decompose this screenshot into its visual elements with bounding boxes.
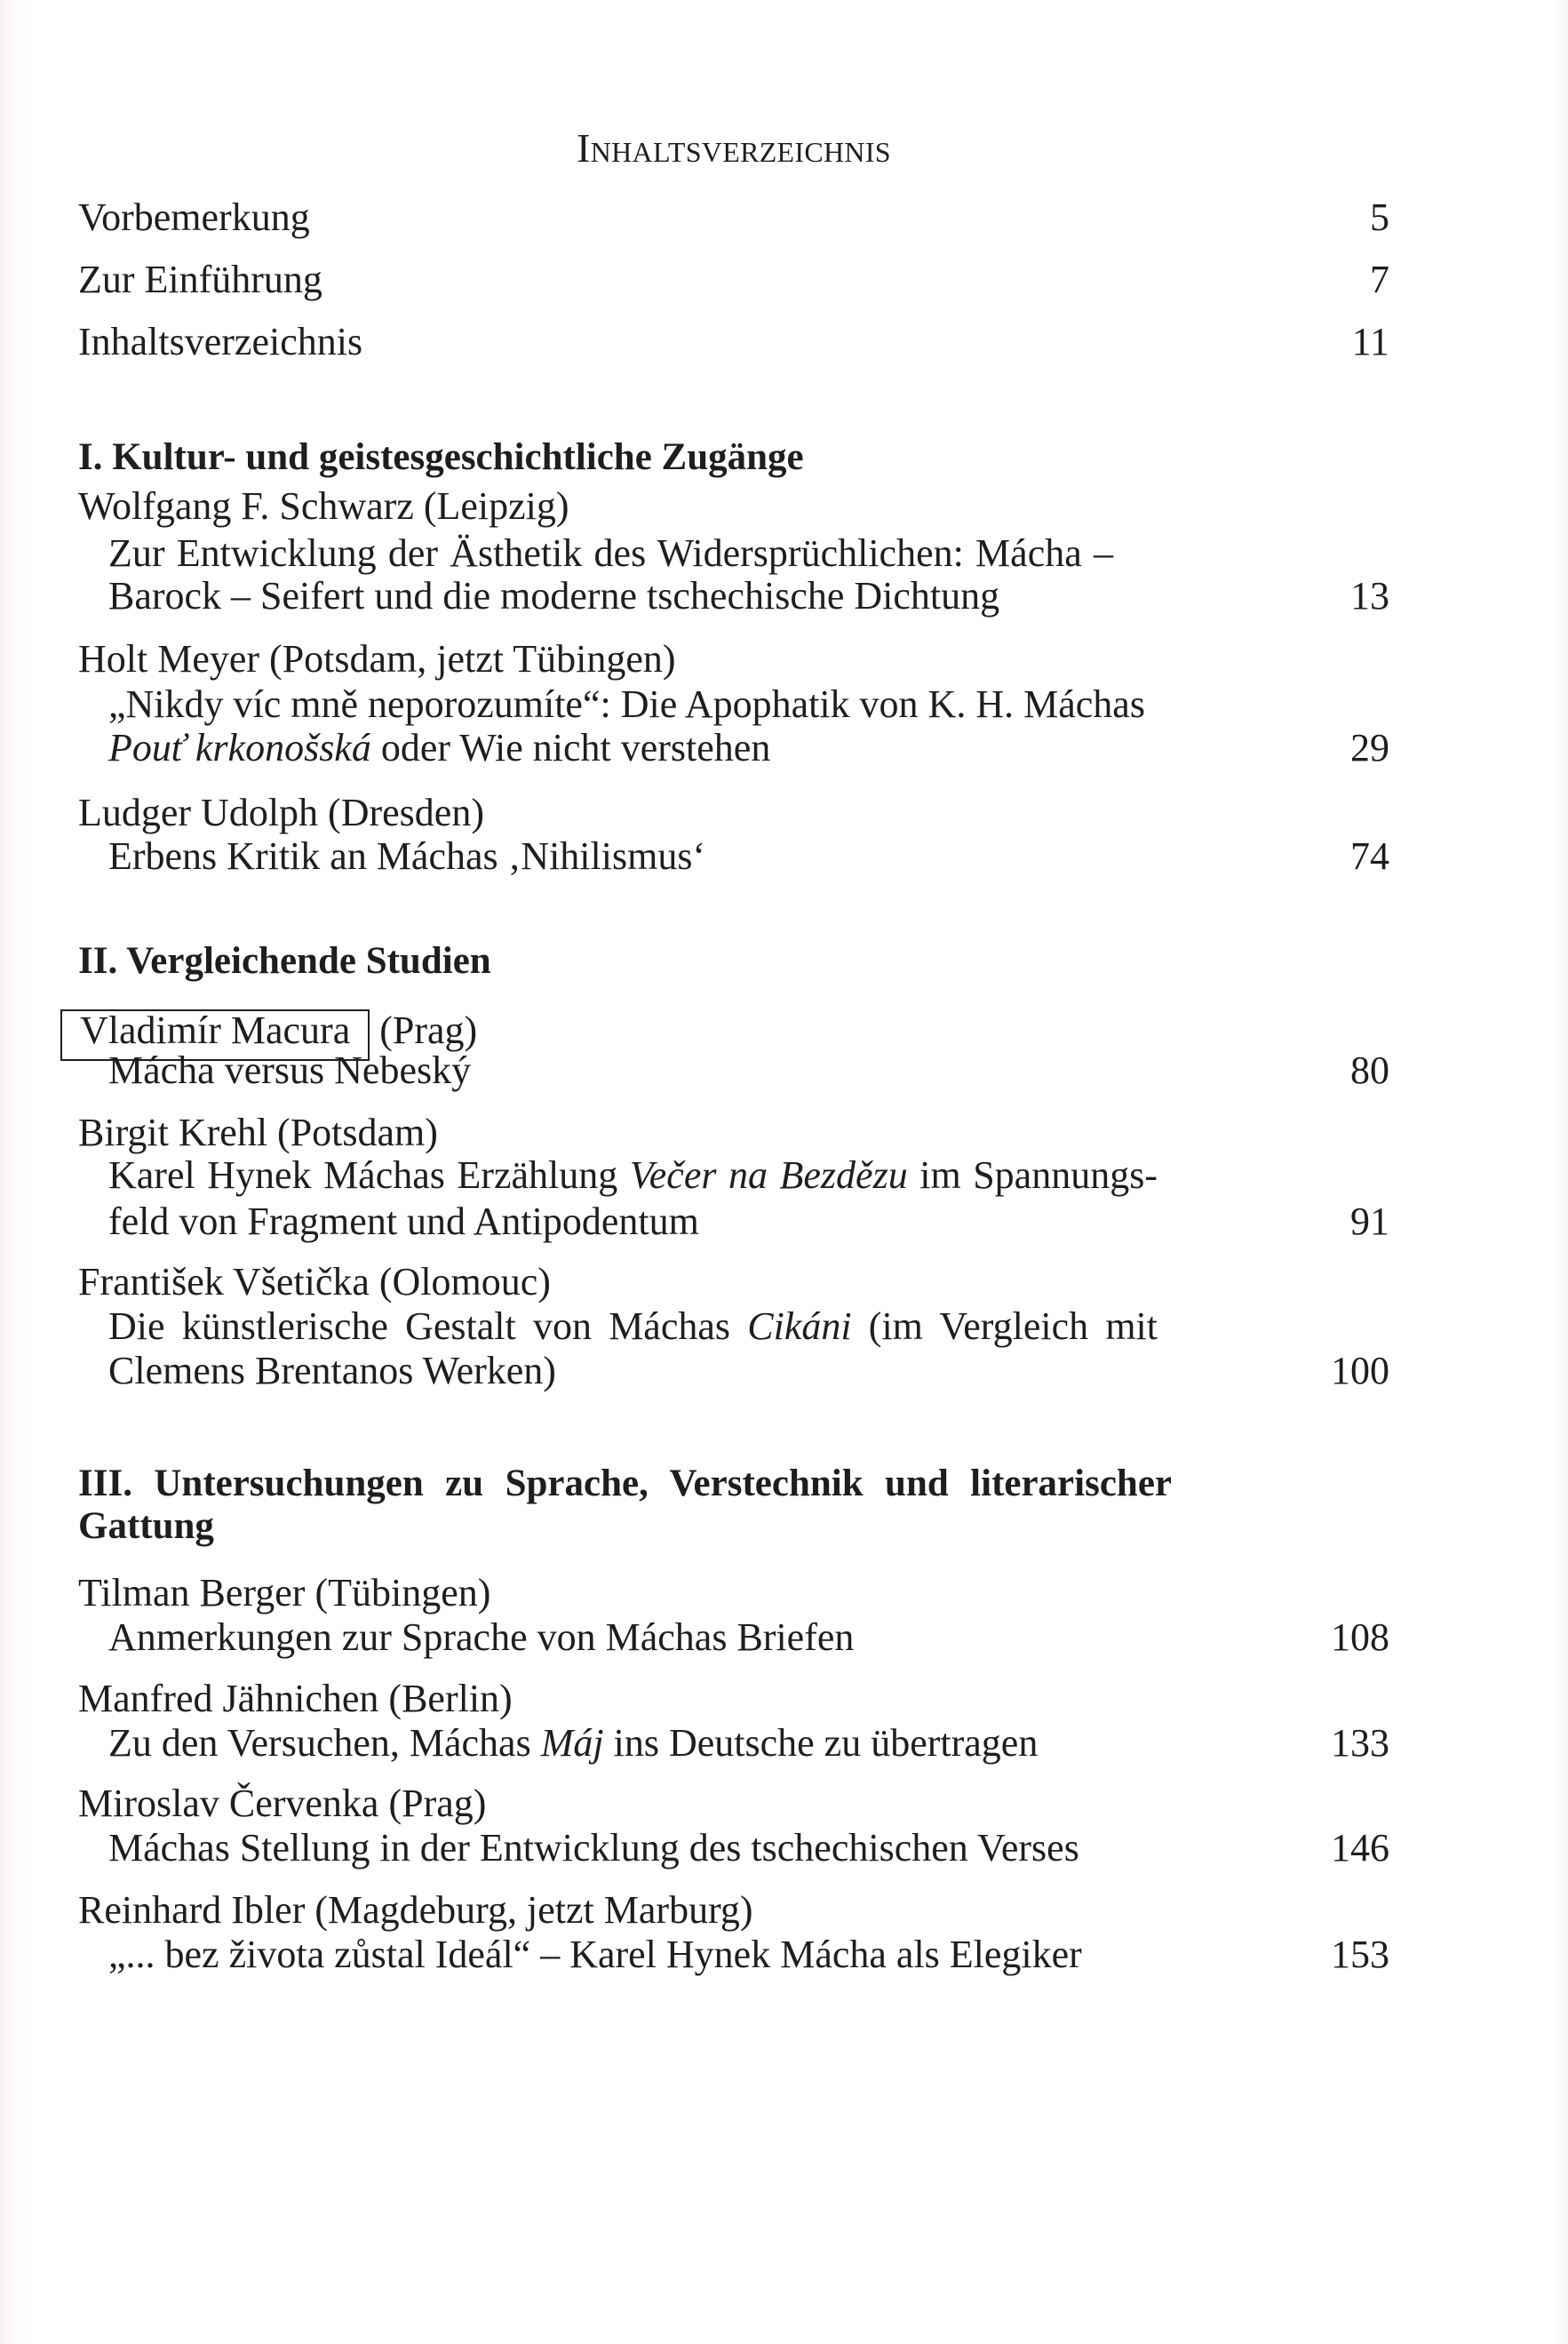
entry-title [108, 1721, 1038, 1766]
entry-title [108, 1304, 1158, 1349]
title-text: (im Vergleich mit [851, 1304, 1158, 1348]
entry-title: Mácha versus Nebeský [108, 1048, 472, 1092]
toc-entry-label: Inhaltsverzeichnis [78, 320, 363, 363]
section-heading: III. Untersuchungen zu Sprache, Verstechnik und literarischer [78, 1463, 1172, 1504]
entry-title-continued: feld von Fragment und Antipodentum [108, 1200, 699, 1243]
title-text: im Spannungs- [907, 1153, 1158, 1197]
work-title-italic: Cikáni [747, 1304, 852, 1348]
work-title-italic: Večer na Bezdězu [629, 1153, 908, 1197]
toc-page-number: 80 [1350, 1048, 1389, 1092]
section-heading-continued: Gattung [78, 1505, 214, 1547]
entry-title: Zur Entwicklung der Ästhetik des Widersprüchlichen: Mácha – [108, 531, 1113, 575]
author-place: (Prag) [379, 1009, 478, 1052]
entry-title-continued: Barock – Seifert und die moderne tschechische Dichtung [108, 574, 1000, 618]
section-heading: I. Kultur- und geistesgeschichtliche Zugänge [78, 436, 804, 478]
toc-page-number: 153 [1331, 1933, 1389, 1976]
toc-page-number: 13 [1350, 574, 1389, 618]
work-title-italic: Máj [540, 1721, 604, 1765]
work-title-italic: Pouť krkonošská [108, 726, 371, 769]
section-heading: II. Vergleichende Studien [78, 940, 491, 982]
entry-title-continued: Clemens Brentanos Werken) [108, 1349, 556, 1392]
entry-author: Birgit Krehl (Potsdam) [78, 1111, 438, 1154]
title-text: Die künstlerische Gestalt von Máchas [108, 1304, 748, 1348]
toc-page-number: 108 [1331, 1615, 1389, 1659]
toc-page-number: 74 [1350, 834, 1389, 878]
toc-entry-label: Vorbemerkung [78, 195, 310, 239]
toc-page-number: 7 [1370, 258, 1389, 301]
page-title: Inhaltsverzeichnis [577, 125, 891, 171]
toc-page-number: 91 [1350, 1200, 1389, 1243]
title-text: Zu den Versuchen, Máchas [108, 1721, 541, 1765]
entry-author: Holt Meyer (Potsdam, jetzt Tübingen) [78, 637, 676, 681]
toc-page-number: 29 [1350, 726, 1389, 769]
toc-page-number: 100 [1331, 1349, 1389, 1392]
entry-author: Tilman Berger (Tübingen) [78, 1571, 491, 1614]
entry-author: Wolfgang F. Schwarz (Leipzig) [78, 484, 569, 528]
entry-title: „... bez života zůstal Ideál“ – Karel Hynek Mácha als Elegiker [108, 1933, 1082, 1976]
entry-title: Erbens Kritik an Máchas ‚Nihilismus‘ [108, 834, 706, 878]
entry-title: Anmerkungen zur Sprache von Máchas Briefen [108, 1615, 855, 1659]
entry-author: Miroslav Červenka (Prag) [78, 1782, 487, 1825]
entry-author: František Všetička (Olomouc) [78, 1260, 551, 1304]
toc-page-number: 146 [1331, 1826, 1389, 1870]
title-text: ins Deutsche zu übertragen [603, 1721, 1039, 1765]
author-name: Vladimír Macura [80, 1009, 351, 1052]
toc-page-number: 133 [1331, 1721, 1389, 1765]
entry-author: Ludger Udolph (Dresden) [78, 791, 484, 834]
title-text: oder Wie nicht verstehen [370, 726, 771, 769]
toc-page-number: 11 [1351, 320, 1389, 363]
title-text: Karel Hynek Máchas Erzählung [108, 1153, 630, 1197]
entry-title [108, 1153, 1158, 1198]
entry-author: Manfred Jähnichen (Berlin) [78, 1677, 513, 1720]
toc-page-number: 5 [1370, 195, 1389, 239]
entry-title-continued [108, 726, 770, 770]
entry-title: Máchas Stellung in der Entwicklung des tschechischen Verses [108, 1826, 1079, 1870]
toc-entry-label: Zur Einführung [78, 258, 322, 301]
entry-title: „Nikdy víc mně neporozumíte“: Die Apophatik von K. H. Máchas [108, 682, 1145, 726]
entry-author: Reinhard Ibler (Magdeburg, jetzt Marburg) [78, 1888, 753, 1932]
